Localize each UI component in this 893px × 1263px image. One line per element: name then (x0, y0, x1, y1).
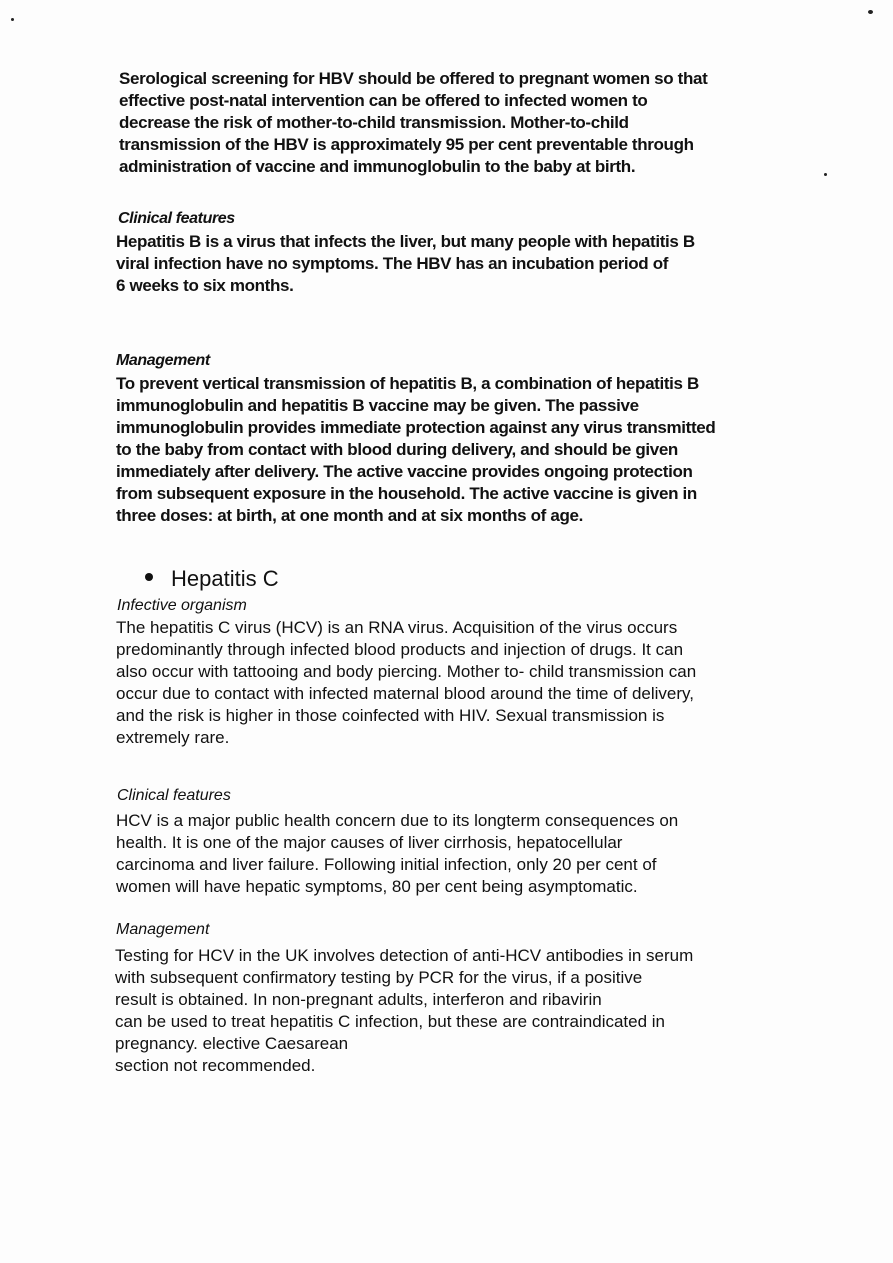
paragraph-line: To prevent vertical transmission of hepatitis B, a combination of hepatitis B (116, 374, 699, 393)
paragraph-line: section not recommended. (115, 1056, 316, 1075)
paragraph-line: result is obtained. In non-pregnant adults, interferon and ribavirin (115, 990, 602, 1009)
hcv-clinical-heading: Clinical features (117, 787, 231, 804)
paragraph-line: carcinoma and liver failure. Following initial infection, only 20 per cent of (116, 855, 657, 874)
paragraph-line: women will have hepatic symptoms, 80 per cent being asymptomatic. (116, 877, 638, 896)
scan-speck (824, 173, 827, 176)
hcv-management-paragraph (115, 945, 693, 1077)
hcv-organism-heading: Infective organism (117, 597, 247, 614)
paragraph-line: transmission of the HBV is approximately 95 per cent preventable through (119, 135, 694, 154)
bullet-icon (145, 573, 153, 581)
paragraph-line: 6 weeks to six months. (116, 276, 294, 295)
paragraph-line: Hepatitis B is a virus that infects the liver, but many people with hepatitis B (116, 232, 695, 251)
paragraph-line: occur due to contact with infected maternal blood around the time of delivery, (116, 684, 695, 703)
paragraph-line: immediately after delivery. The active vaccine provides ongoing protection (116, 462, 693, 481)
paragraph-line: can be used to treat hepatitis C infection, but these are contraindicated in (115, 1012, 666, 1031)
hepatitis-c-title (145, 566, 279, 592)
paragraph-line: effective post-natal intervention can be offered to infected women to (119, 91, 648, 110)
paragraph-line: also occur with tattooing and body piercing. Mother to- child transmission can (116, 662, 697, 681)
paragraph-line: administration of vaccine and immunoglobulin to the baby at birth. (119, 157, 636, 176)
hbv-management-heading: Management (116, 352, 210, 369)
hbv-screening-paragraph (119, 68, 707, 178)
hbv-management-paragraph (116, 373, 715, 527)
hbv-clinical-paragraph (116, 231, 695, 297)
paragraph-line: to the baby from contact with blood during delivery, and should be given (116, 440, 678, 459)
paragraph-line: three doses: at birth, at one month and at six months of age. (116, 506, 583, 525)
paragraph-line: health. It is one of the major causes of liver cirrhosis, hepatocellular (116, 833, 623, 852)
paragraph-line: and the risk is higher in those coinfected with HIV. Sexual transmission is (116, 706, 665, 725)
paragraph-line: immunoglobulin and hepatitis B vaccine may be given. The passive (116, 396, 639, 415)
paragraph-line: immunoglobulin provides immediate protection against any virus transmitted (116, 418, 716, 437)
scan-speck (11, 18, 14, 21)
paragraph-line: pregnancy. elective Caesarean (115, 1034, 349, 1053)
hepatitis-c-title-text: Hepatitis C (171, 566, 279, 591)
paragraph-line: HCV is a major public health concern due to its longterm consequences on (116, 811, 679, 830)
paragraph-line: Testing for HCV in the UK involves detection of anti-HCV antibodies in serum (115, 946, 694, 965)
scan-speck (868, 10, 873, 14)
paragraph-line: extremely rare. (116, 728, 230, 747)
paragraph-line: with subsequent confirmatory testing by PCR for the virus, if a positive (115, 968, 643, 987)
paragraph-line: The hepatitis C virus (HCV) is an RNA virus. Acquisition of the virus occurs (116, 618, 678, 637)
paragraph-line: decrease the risk of mother-to-child transmission. Mother-to-child (119, 113, 629, 132)
paragraph-line: predominantly through infected blood products and injection of drugs. It can (116, 640, 684, 659)
paragraph-line: Serological screening for HBV should be offered to pregnant women so that (119, 69, 708, 88)
hcv-clinical-paragraph (116, 810, 678, 898)
paragraph-line: viral infection have no symptoms. The HBV has an incubation period of (116, 254, 669, 273)
hcv-organism-paragraph (116, 617, 696, 749)
hbv-clinical-heading: Clinical features (118, 210, 235, 227)
paragraph-line: from subsequent exposure in the household. The active vaccine is given in (116, 484, 697, 503)
hcv-management-heading: Management (116, 921, 210, 938)
